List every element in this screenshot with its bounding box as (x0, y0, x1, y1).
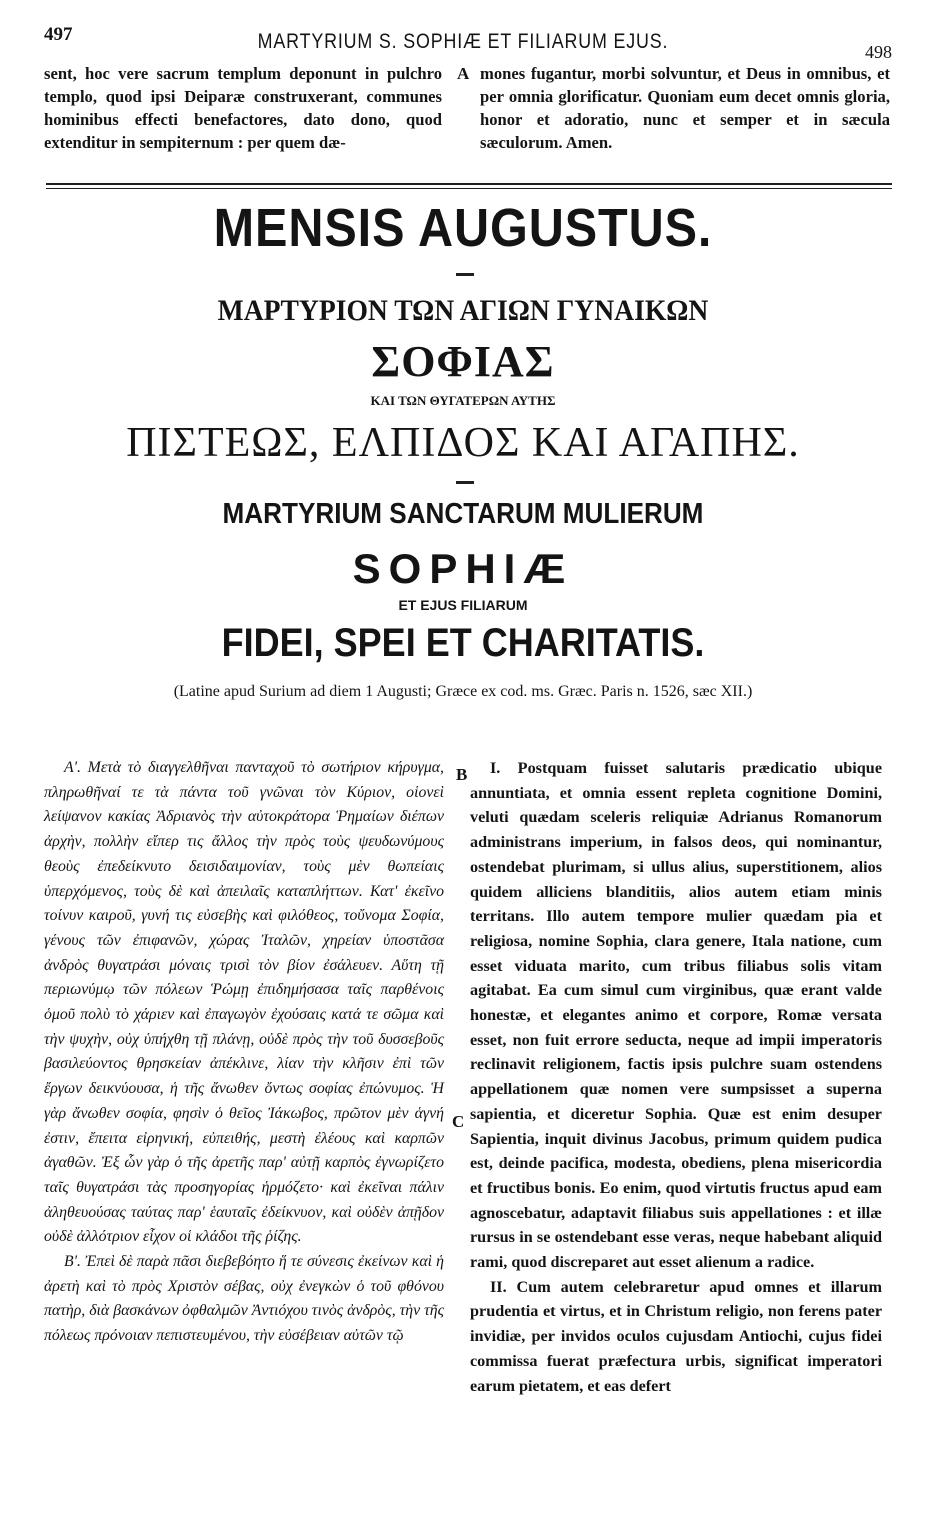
top-text-left: sent, hoc vere sacrum templum deponunt in pulchro templo, quod ipsi Deiparæ construxerant, communes hominibus effecti benefactores, dato dono, quod extenditur in sempiternum : per quem dæ- (44, 64, 442, 152)
title-dash (456, 273, 474, 276)
page-number-left: 497 (44, 24, 73, 45)
source-note: (Latine apud Surium ad diem 1 Augusti; Græce ex cod. ms. Græc. Paris n. 1526, sæc XII.) (173, 683, 753, 700)
latin-title-line-2: SOPHIÆ (352, 545, 574, 592)
running-title: MARTYRIUM S. SOPHIÆ ET FILIARUM EJUS. (257, 30, 669, 53)
latin-title-line-3: ET EJUS FILIARUM (398, 597, 528, 613)
greek-title-line-2: ΣΟΦΙΑΣ (371, 337, 555, 386)
greek-text-column (44, 756, 444, 1349)
latin-title-line-4: FIDEI, SPEI ET CHARITATIS. (221, 621, 705, 665)
greek-title-line-3: ΚΑΙ ΤΩΝ ΘΥΓΑΤΕΡΩΝ ΑΥΤΗΣ (370, 393, 556, 408)
latin-text-column (470, 756, 882, 1398)
section-divider (46, 183, 892, 185)
greek-paragraph: Β'. Ἐπεὶ δὲ παρὰ πᾶσι διεβεβόητο ἥ τε σύνεσις ἐκείνων καὶ ἡ ἀρετὴ καὶ τὸ πρὸς Χριστὸν σέβας, οὐχ ἐνεγκὼν ὁ τοῦ φθόνου πατὴρ, διὰ βασκάνων ὀφθαλμῶν Ἀντιόχου τινὸς ἀνδρὸς, τὴν τῆς πόλεως πρόνοιαν πεπιστευμένου, τὴν εὐσέβειαν αὐτῶν τῷ (44, 1253, 444, 1345)
margin-letter-c: C (452, 1112, 465, 1131)
greek-title-line-4: ΠΙΣΤΕΩΣ, ΕΛΠΙΔΟΣ ΚΑΙ ΑΓΑΠΗΣ. (126, 420, 800, 466)
month-heading: MENSIS AUGUSTUS. (213, 198, 713, 258)
latin-paragraph: I. Postquam fuisset salutaris prædicatio ubique annuntiata, et omnia essent repleta cognitione Domini, veluti quædam sceleris reliquiæ Adrianus Romanorum administrans imperium, in falsos deos, qui nominantur, ostendebat plurimam, si ullus alius, superstitionem, alios quidem alliciens blanditiis, alios autem etiam minis territans. Illo autem tempore mulier quædam pia et religiosa, nomine Sophia, clara genere, Itala natione, cum esset viduata marito, cum tribus filiabus solis vitam agitabat. Ea cum simul cum virginibus, quæ erant valde honestæ, et elegantes animo et corpore, Romæ versata esset, non fuit errore seducta, neque ad impii imperatoris reclinavit religionem, factis ipsis pulchre suam ostendens appellationem quæ nomen vere sumpsisset a superna sapientia, et diceretur Sophia. Quæ est enim desuper Sapientia, inquit divinus Jacobus, primum quidem pudica est, deinde pacifica, modesta, obediens, plena misericordia et fructibus bonis. Eo enim, quod virtutis fructus apud eam agnoscebatur, adaptavit filiabus suis appellationes : et illæ rursus in se ostendebant esse veras, neque habebant aliquid rami, quod discreparet aut esset alienum a radice. (470, 759, 882, 1272)
greek-title-line-1: ΜΑΡΤΥΡΙΟΝ ΤΩΝ ΑΓΙΩΝ ΓΥΝΑΙΚΩΝ (217, 294, 709, 327)
top-text-right: mones fugantur, morbi solvuntur, et Deus in omnibus, et per omnia glorificatur. Quoniam eum decet omnis gloria, honor et adoratio, nunc et semper et in sæcula sæculorum. Amen. (480, 64, 890, 152)
margin-letter-a: A (457, 64, 470, 83)
section-divider-thin (46, 188, 892, 189)
margin-letter-b: B (456, 765, 468, 784)
latin-title-line-1: MARTYRIUM SANCTARUM MULIERUM (222, 498, 704, 530)
page-number-right: 498 (865, 42, 892, 62)
greek-paragraph: Α'. Μετὰ τὸ διαγγελθῆναι πανταχοῦ τὸ σωτήριον κήρυγμα, πληρωθῆναί τε τὰ πάντα τοῦ γνῶναι τὸν Κύριον, οἱονεὶ λείψανον κακίας Ἀδριανὸς τὴν αὐτοκράτορα Ῥημαίων διέπων ἀρχὴν, πολλὴν εἴπερ τις ἄλλος τὴν πρὸς τοὺς ψευδωνύμους θεοὺς ἐπεδείκνυτο δεισιδαιμονίαν, τοὺς μὲν θωπείαις ὑπερχόμενος, τοὺς δὲ καὶ ἀπειλαῖς καταπλήττων. Κατ' ἐκεῖνο τοίνυν καιροῦ, γυνή τις εὐσεβὴς καὶ φιλόθεος, τοὔνομα Σοφία, γένους τῶν ἐπιφανῶν, χώρας Ἰταλῶν, χηρείαν ὑποστᾶσα ἀνδρὸς θυγατράσι μόναις τρισὶ τὸν βίον ἐσάλευεν. Αὕτη τῇ περιωνύμῳ τῶν πόλεων Ῥώμῃ ἐπιδημήσασα ταῖς παρθένοις ὁμοῦ πολὺ τὸ χάριεν καὶ ἐπαγωγὸν ἐχούσαις κατά τε σῶμα καὶ τὴν ψυχὴν, οὐχ ὑπήχθη τῇ πλάνῃ, οὐδὲ πρὸς τὴν τοῦ δυσσεβοῦς βασιλεύοντος θρησκείαν ἀπέκλινε, λίαν τὴν κλῆσιν ἐπὶ τῶν ἔργων δεικνύουσα, ἡ τῆς ἄνωθεν ὄντως σοφίας ἐπώνυμος. Ἡ γὰρ ἄνωθεν σοφία, φησὶν ὁ θεῖος Ἰάκωβος, πρῶτον μὲν ἁγνή ἐστιν, ἔπειτα εἰρηνική, εὐπειθής, μεστὴ ἐλέους καὶ καρπῶν ἀγαθῶν. Ἐξ ὧν γὰρ ὁ τῆς ἀρετῆς παρ' αὐτῇ καρπὸς ἐγνωρίζετο ταῖς θυγατράσι τὰς προσηγορίας ἡρμόζετο· καὶ ἐκεῖναι πάλιν ἀληθευούσας ταύτας παρ' ἑαυταῖς ἐδείκνυον, καὶ οὐδὲν ἀπῇδον οὐδὲ ἀλλότριον εἶχον οἱ κλάδοι τῆς ῥίζης. (44, 759, 444, 1246)
latin-paragraph: II. Cum autem celebraretur apud omnes et illarum prudentia et virtus, et in Christum religio, non ferens pater invidiæ, per invidos oculos cujusdam Antiochi, cujus fidei commissa fuerat præfectura urbis, significat imperatori earum pietatem, et eas defert (470, 1277, 882, 1395)
title-dash (456, 481, 474, 484)
